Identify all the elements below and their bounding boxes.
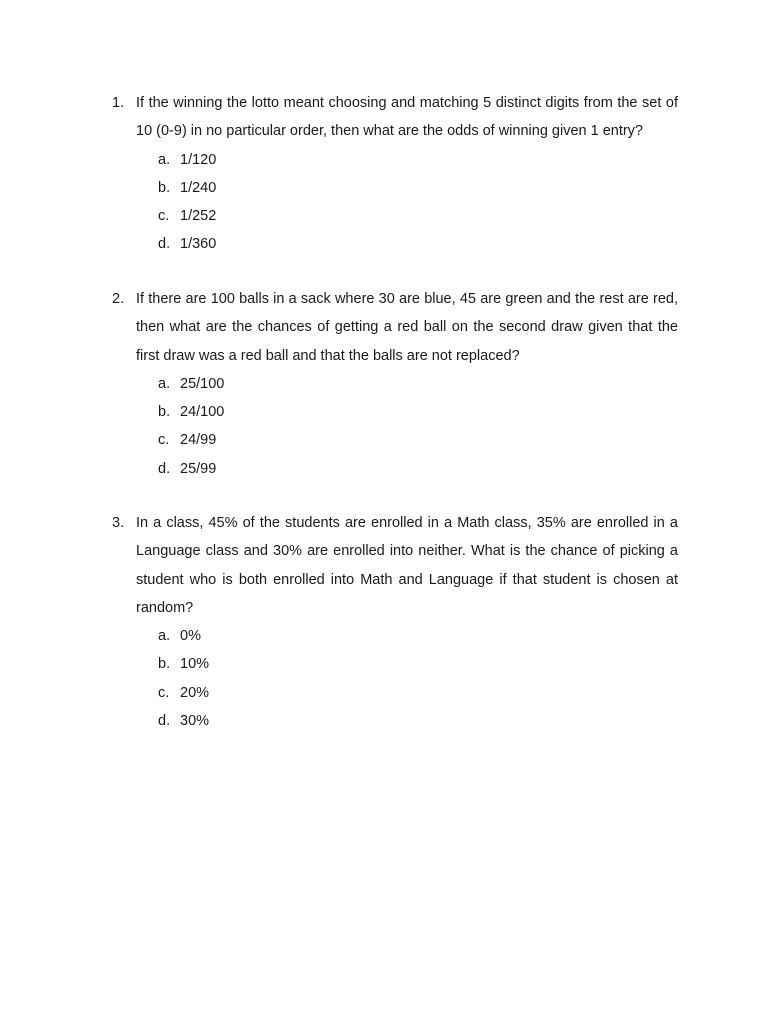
option-letter: a. [158, 151, 171, 168]
answer-option-b [158, 398, 678, 426]
question-number: 1. [112, 95, 125, 111]
option-text: 1/240 [180, 179, 217, 196]
question-text: If there are 100 balls in a sack where 30 are blue, 45 are green and the rest are red, then what are the chances of getting a red ball on the second draw given that the first draw was a red ball and that the balls are not replaced? [136, 291, 678, 364]
option-text: 1/120 [180, 151, 217, 168]
answer-options [112, 622, 678, 735]
option-text: 10% [180, 656, 210, 673]
answer-option-a [158, 370, 678, 398]
option-letter: a. [158, 375, 171, 392]
option-text: 0% [180, 628, 201, 645]
question-number: 2. [112, 291, 125, 307]
question-text: In a class, 45% of the students are enrolled in a Math class, 35% are enrolled in a Language class and 30% are enrolled into neither. What is the chance of picking a student who is both enrolled into Math and Language if that student is chosen at random? [136, 515, 678, 616]
answer-option-b [158, 174, 678, 202]
answer-option-b [158, 650, 678, 678]
option-text: 25/99 [180, 460, 217, 477]
answer-options [112, 370, 678, 483]
option-letter: c. [158, 684, 170, 701]
answer-option-c [158, 202, 678, 230]
option-letter: b. [158, 656, 171, 673]
option-letter: b. [158, 404, 171, 421]
question-1 [112, 89, 678, 259]
question-2 [112, 285, 678, 483]
option-letter: d. [158, 236, 171, 253]
option-letter: d. [158, 460, 171, 477]
option-text: 1/252 [180, 208, 217, 225]
answer-option-a [158, 146, 678, 174]
option-letter: c. [158, 432, 170, 449]
answer-option-d [158, 707, 678, 735]
question-number: 3. [112, 515, 125, 531]
option-letter: c. [158, 208, 170, 225]
option-text: 30% [180, 713, 210, 730]
answer-option-d [158, 230, 678, 258]
answer-options [112, 146, 678, 259]
option-text: 25/100 [180, 375, 225, 392]
option-text: 1/360 [180, 236, 217, 253]
option-text: 24/100 [180, 404, 225, 421]
answer-option-c [158, 679, 678, 707]
question-3 [112, 509, 678, 735]
option-letter: d. [158, 713, 171, 730]
answer-option-d [158, 455, 678, 483]
question-text: If the winning the lotto meant choosing and matching 5 distinct digits from the set of 10 (0-9) in no particular order, then what are the odds of winning given 1 entry? [136, 95, 678, 140]
option-letter: b. [158, 179, 171, 196]
answer-option-a [158, 622, 678, 650]
option-text: 24/99 [180, 432, 217, 449]
option-letter: a. [158, 628, 171, 645]
answer-option-c [158, 426, 678, 454]
option-text: 20% [180, 684, 210, 701]
